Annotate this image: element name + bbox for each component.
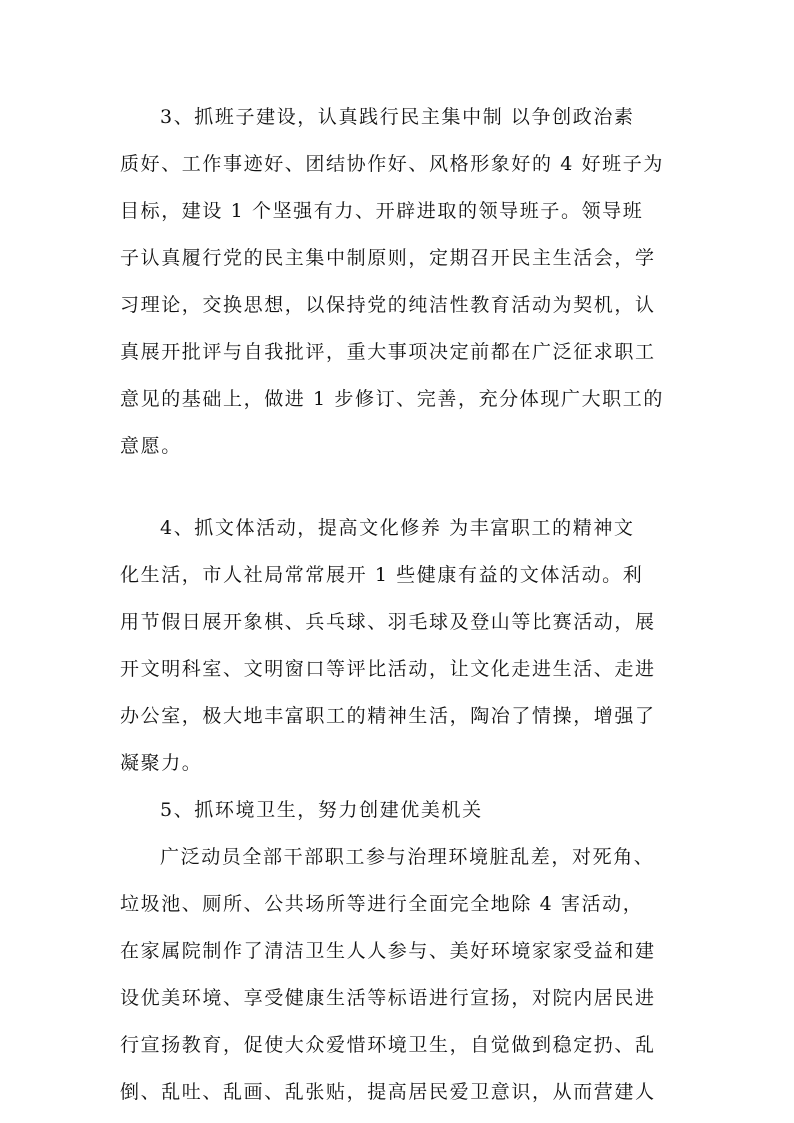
section-5-heading: 5、抓环境卫生，努力创建优美机关 xyxy=(160,799,483,821)
paragraph-3-line-4: 子认真履行党的民主集中制原则，定期召开民主生活会，学 xyxy=(120,247,656,269)
paragraph-3-line-6: 真展开批评与自我批评，重大事项决定前都在广泛征求职工 xyxy=(120,341,656,363)
paragraph-5-line-3: 在家属院制作了清洁卫生人人参与、美好环境家家受益和建 xyxy=(120,940,656,962)
paragraph-3-line-7: 意见的基础上，做进 1 步修订、完善，充分体现广大职工的 xyxy=(120,388,664,410)
paragraph-3-line-8: 意愿。 xyxy=(120,435,182,457)
paragraph-4-line-4: 开文明科室、文明窗口等评比活动，让文化走进生活、走进 xyxy=(120,658,656,680)
paragraph-3-line-1: 3、抓班子建设，认真践行民主集中制 以争创政治素 xyxy=(160,106,635,128)
paragraph-4-line-5: 办公室，极大地丰富职工的精神生活，陶冶了情操，增强了 xyxy=(120,705,656,727)
paragraph-4-line-3: 用节假日展开象棋、兵乓球、羽毛球及登山等比赛活动，展 xyxy=(120,611,656,633)
paragraph-5-line-5: 行宣扬教育，促使大众爱惜环境卫生，自觉做到稳定扔、乱 xyxy=(120,1034,656,1056)
paragraph-3-line-2: 质好、工作事迹好、团结协作好、风格形象好的 4 好班子为 xyxy=(120,153,664,175)
paragraph-3-line-3: 目标，建设 1 个坚强有力、开辟进取的领导班子。领导班 xyxy=(120,200,644,222)
paragraph-4-line-1: 4、抓文体活动，提高文化修养 为丰富职工的精神文 xyxy=(160,517,635,539)
paragraph-5-line-4: 设优美环境、享受健康生活等标语进行宣扬，对院内居民进 xyxy=(120,987,656,1009)
paragraph-3-line-5: 习理论，交换思想，以保持党的纯洁性教育活动为契机，认 xyxy=(120,294,656,316)
paragraph-5-line-1: 广泛动员全部干部职工参与治理环境脏乱差，对死角、 xyxy=(160,846,655,868)
paragraph-4-line-2: 化生活，市人社局常常展开 1 些健康有益的文体活动。利 xyxy=(120,564,644,586)
paragraph-4-line-6: 凝聚力。 xyxy=(120,752,203,774)
paragraph-5-line-2: 垃圾池、厕所、公共场所等进行全面完全地除 4 害活动， xyxy=(120,893,644,915)
paragraph-5-line-6: 倒、乱吐、乱画、乱张贴，提高居民爱卫意识，从而营建人 xyxy=(120,1081,656,1103)
